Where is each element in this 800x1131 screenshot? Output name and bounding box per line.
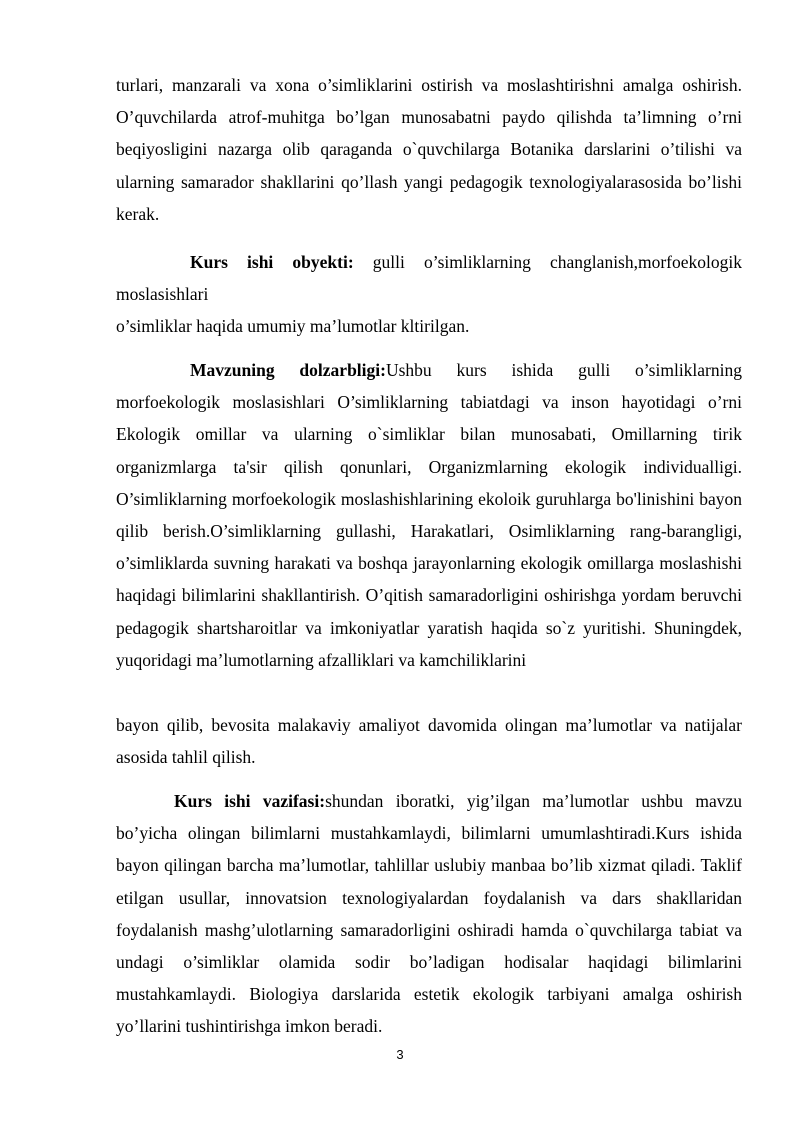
relevance-conclusion-text: bayon qilib, bevosita malakaviy amaliyot davomida olingan ma’lumotlar va natijalar asosida tahlil qilish. [116, 715, 742, 768]
intro-text: turlari, manzarali va xona o’simliklarini ostirish va moslashtirishni amalga oshirish. O’quvchilarda atrof-muhitga bo’lgan munosabatni paydo qilishda ta’limning o’rni beqiyosligini nazarga olib qaraganda o`quvchilarga Botanika darslarini o’tilishi va ularning samarador shakllarini qo’llash yangi pedagogik texnologiyalarasosida bo’lishi kerak. [116, 75, 742, 224]
course-task-text: shundan iboratki, yig’ilgan ma’lumotlar ushbu mavzu bo’yicha olingan bilimlarni mustahkamlaydi, bilimlarni umumlashtiradi.Kurs ishida bayon qilingan barcha ma’lumotlar, tahlillar uslubiy manbaa bo’lib xizmat qiladi. Taklif etilgan usullar, innovatsion texnologiyalardan foydalanish va dars shakllaridan foydalanish mashg’ulotlarning samaradorligini oshiradi hamda o`quvchilarga tabiat va undagi o’simliklar olamida sodir bo’ladigan hodisalar haqidagi bilimlarini mustahkamlaydi. Biologiya darslarida estetik ekologik tarbiyani amalga oshirish yo’llarini tushintirishga imkon beradi. [116, 791, 742, 1037]
relevance-conclusion [116, 709, 742, 773]
course-object-text: gulli o’simliklarning changlanish,morfoekologik moslasishlari [116, 252, 742, 305]
intro-paragraph [116, 69, 742, 230]
course-object-line2: o’simliklar haqida umumiy ma’lumotlar kltirilgan. [116, 316, 470, 336]
course-task-paragraph [116, 785, 742, 1043]
course-object-heading: Kurs ishi obyekti: [190, 252, 354, 272]
relevance-text: Ushbu kurs ishida gulli o’simliklarning morfoekologik moslasishlari O’simliklarning tabiatdagi va inson hayotidagi o’rni Ekologik omillar va ularning o`simliklar bilan munosabati, Omillarning tirik organizmlarga ta'sir qilish qonunlari, Organizmlarning ekologik individualligi. O’simliklarning morfoekologik moslashishlarining ekoloik guruhlarga bo'linishini bayon qilib berish.O’simliklarning gullashi, Harakatlari, Osimliklarning rang-barangligi, o’simliklarda suvning harakati va boshqa jarayonlarning ekologik omillarga moslashishi haqidagi bilimlarini shakllantirish. O’qitish samaradorligini oshirishga yordam beruvchi pedagogik shartsharoitlar va imkoniyatlar yaratish haqida so`z yuritishi. Shuningdek, yuqoridagi ma’lumotlarning afzalliklari va kamchiliklarini [116, 360, 742, 670]
page-number: 3 [396, 1047, 404, 1062]
relevance-heading: Mavzuning dolzarbligi: [190, 360, 386, 380]
course-task-heading: Kurs ishi vazifasi: [174, 791, 326, 811]
relevance-paragraph [116, 354, 742, 676]
course-object-paragraph [116, 246, 742, 310]
